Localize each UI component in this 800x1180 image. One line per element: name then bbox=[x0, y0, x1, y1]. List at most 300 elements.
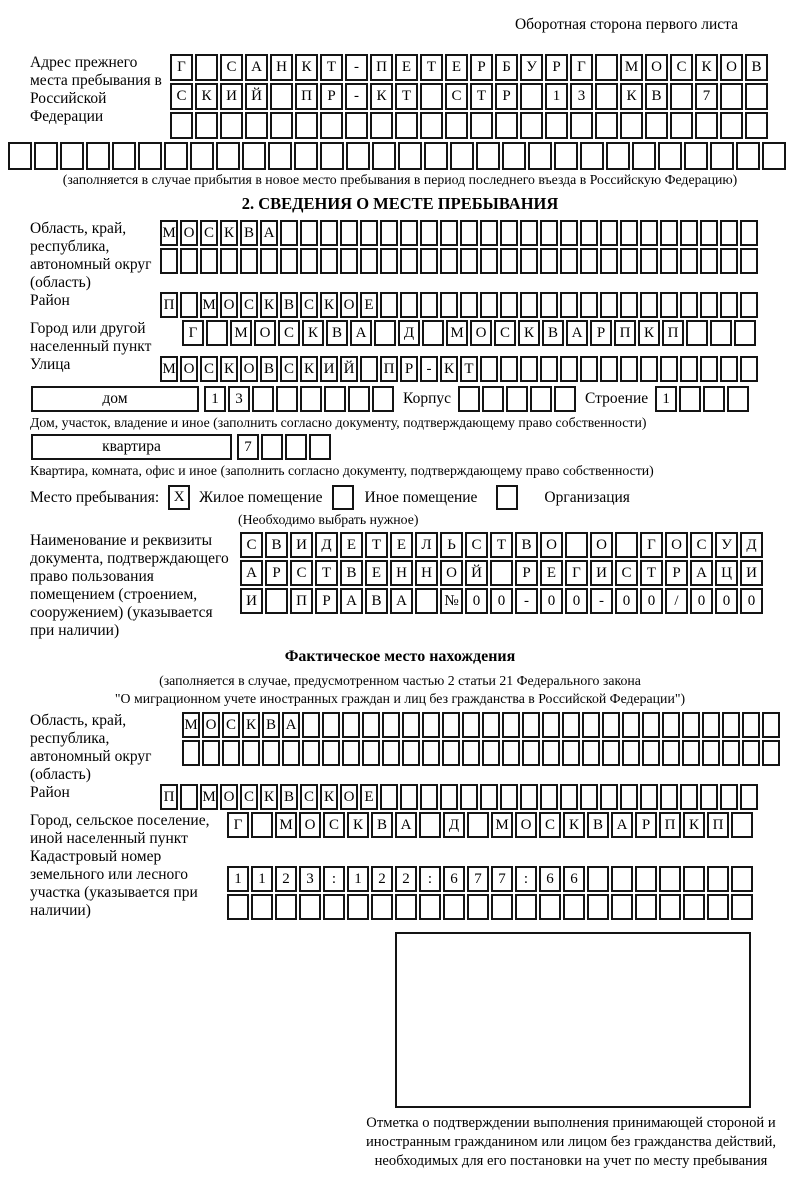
char-cell: П bbox=[614, 320, 636, 346]
char-cell: 1 bbox=[251, 866, 273, 892]
char-cell bbox=[720, 112, 743, 139]
char-cell bbox=[635, 894, 657, 920]
char-cell: Д bbox=[315, 532, 338, 558]
char-cell bbox=[372, 386, 394, 412]
actual-district-label: Район bbox=[30, 784, 70, 801]
char-cell bbox=[670, 112, 693, 139]
char-cell bbox=[707, 894, 729, 920]
char-cell: Г bbox=[227, 812, 249, 838]
char-cell: М bbox=[446, 320, 468, 346]
char-cell bbox=[322, 712, 340, 738]
char-cell bbox=[720, 784, 738, 810]
char-cell bbox=[736, 142, 760, 170]
region-row-1[interactable] bbox=[160, 220, 760, 246]
char-cell: К bbox=[695, 54, 718, 81]
char-cell bbox=[703, 386, 725, 412]
char-cell: П bbox=[160, 784, 178, 810]
char-cell bbox=[112, 142, 136, 170]
char-cell bbox=[727, 386, 749, 412]
char-cell bbox=[295, 112, 318, 139]
char-cell bbox=[622, 740, 640, 766]
char-cell: С bbox=[280, 356, 298, 382]
prev-address-rows bbox=[170, 54, 770, 141]
char-cell: Б bbox=[495, 54, 518, 81]
char-cell bbox=[560, 784, 578, 810]
char-cell bbox=[640, 356, 658, 382]
char-cell bbox=[262, 740, 280, 766]
prev-address-row-1[interactable] bbox=[170, 54, 770, 81]
char-cell bbox=[620, 356, 638, 382]
char-cell: В bbox=[280, 292, 298, 318]
char-cell bbox=[659, 894, 681, 920]
page-side-note: Оборотная сторона первого листа bbox=[514, 16, 738, 33]
char-cell bbox=[600, 292, 618, 318]
stay-type-field bbox=[30, 485, 800, 510]
char-cell bbox=[240, 248, 258, 274]
char-cell: Е bbox=[540, 560, 563, 586]
char-cell bbox=[680, 292, 698, 318]
char-cell bbox=[740, 356, 758, 382]
char-cell bbox=[362, 712, 380, 738]
char-cell: Й bbox=[245, 83, 268, 110]
char-cell bbox=[520, 220, 538, 246]
char-cell: Н bbox=[270, 54, 293, 81]
stroenie-row[interactable] bbox=[655, 386, 751, 412]
char-cell bbox=[216, 142, 240, 170]
char-cell: А bbox=[395, 812, 417, 838]
char-cell bbox=[722, 740, 740, 766]
checkbox-other-premises[interactable] bbox=[332, 485, 354, 510]
char-cell: 2 bbox=[275, 866, 297, 892]
char-cell bbox=[682, 712, 700, 738]
char-cell bbox=[662, 740, 680, 766]
char-cell bbox=[270, 112, 293, 139]
city-row[interactable] bbox=[182, 320, 758, 346]
char-cell: 1 bbox=[204, 386, 226, 412]
char-cell bbox=[424, 142, 448, 170]
region-row-2[interactable] bbox=[160, 248, 760, 274]
district-label: Район bbox=[30, 292, 70, 309]
char-cell bbox=[502, 740, 520, 766]
char-cell bbox=[360, 356, 378, 382]
char-cell bbox=[602, 712, 620, 738]
char-cell bbox=[495, 112, 518, 139]
char-cell bbox=[606, 142, 630, 170]
char-cell bbox=[580, 784, 598, 810]
char-cell bbox=[245, 112, 268, 139]
char-cell bbox=[640, 248, 658, 274]
prev-address-note: (заполняется в случае прибытия в новое место пребывания в период последнего въезда в Российскую Федерацию) bbox=[62, 172, 738, 187]
char-cell: О bbox=[180, 356, 198, 382]
char-cell: Ь bbox=[440, 532, 463, 558]
char-cell bbox=[500, 220, 518, 246]
char-cell: К bbox=[220, 356, 238, 382]
char-cell bbox=[420, 220, 438, 246]
char-cell bbox=[222, 740, 240, 766]
char-cell: А bbox=[340, 588, 363, 614]
char-cell bbox=[482, 740, 500, 766]
char-cell bbox=[731, 812, 753, 838]
char-cell bbox=[324, 386, 346, 412]
char-cell bbox=[470, 112, 493, 139]
district-row[interactable] bbox=[160, 292, 760, 318]
char-cell: Р bbox=[590, 320, 612, 346]
city-field bbox=[30, 320, 800, 356]
char-cell: 1 bbox=[227, 866, 249, 892]
char-cell bbox=[251, 894, 273, 920]
char-cell bbox=[542, 740, 560, 766]
char-cell: С bbox=[494, 320, 516, 346]
region-rows bbox=[160, 220, 760, 276]
law-note-line2: "О миграционном учете иностранных граждан и лиц без гражданства в Российской Федерации") bbox=[114, 691, 686, 706]
char-cell: К bbox=[347, 812, 369, 838]
char-cell bbox=[242, 740, 260, 766]
char-cell bbox=[522, 712, 540, 738]
char-cell: В bbox=[745, 54, 768, 81]
char-cell: В bbox=[365, 588, 388, 614]
char-cell bbox=[60, 142, 84, 170]
char-cell bbox=[686, 320, 708, 346]
char-cell bbox=[400, 292, 418, 318]
char-cell bbox=[440, 220, 458, 246]
char-cell bbox=[360, 220, 378, 246]
char-cell: О bbox=[254, 320, 276, 346]
char-cell: Т bbox=[365, 532, 388, 558]
char-cell bbox=[442, 740, 460, 766]
house-box-label: дом bbox=[31, 386, 199, 412]
char-cell bbox=[563, 894, 585, 920]
char-cell bbox=[640, 220, 658, 246]
char-cell bbox=[762, 740, 780, 766]
checkbox-residential[interactable]: X bbox=[168, 485, 190, 510]
cadastral-row-1[interactable] bbox=[227, 866, 755, 892]
char-cell: Р bbox=[265, 560, 288, 586]
char-cell: Й bbox=[340, 356, 358, 382]
char-cell bbox=[195, 112, 218, 139]
char-cell: : bbox=[323, 866, 345, 892]
char-cell bbox=[467, 812, 489, 838]
char-cell bbox=[595, 54, 618, 81]
prev-address-row-2[interactable] bbox=[170, 83, 770, 110]
char-cell bbox=[700, 220, 718, 246]
cadastral-field bbox=[30, 848, 800, 922]
char-cell bbox=[682, 740, 700, 766]
char-cell bbox=[380, 220, 398, 246]
char-cell: 6 bbox=[539, 866, 561, 892]
char-cell: П bbox=[380, 356, 398, 382]
char-cell: В bbox=[587, 812, 609, 838]
apartment-note: Квартира, комната, офис и иное (заполнить согласно документу, подтверждающему право собственности) bbox=[30, 463, 654, 478]
char-cell bbox=[720, 248, 738, 274]
char-cell: М bbox=[182, 712, 200, 738]
char-cell bbox=[300, 248, 318, 274]
char-cell bbox=[539, 894, 561, 920]
char-cell: К bbox=[260, 292, 278, 318]
char-cell: 6 bbox=[443, 866, 465, 892]
char-cell bbox=[320, 248, 338, 274]
char-cell bbox=[640, 784, 658, 810]
char-cell: Т bbox=[490, 532, 513, 558]
char-cell: - bbox=[420, 356, 438, 382]
char-cell: О bbox=[240, 356, 258, 382]
char-cell bbox=[8, 142, 32, 170]
char-cell bbox=[570, 112, 593, 139]
apartment-field bbox=[31, 434, 800, 462]
char-cell: О bbox=[590, 532, 613, 558]
char-cell: И bbox=[740, 560, 763, 586]
char-cell bbox=[560, 248, 578, 274]
char-cell bbox=[180, 248, 198, 274]
char-cell: О bbox=[440, 560, 463, 586]
document-row-2[interactable] bbox=[240, 560, 765, 586]
actual-district-row[interactable] bbox=[160, 784, 760, 810]
char-cell: Р bbox=[315, 588, 338, 614]
char-cell: О bbox=[180, 220, 198, 246]
actual-city-row[interactable] bbox=[227, 812, 755, 838]
char-cell bbox=[380, 292, 398, 318]
char-cell: А bbox=[350, 320, 372, 346]
char-cell: К bbox=[320, 784, 338, 810]
char-cell bbox=[580, 292, 598, 318]
char-cell: 6 bbox=[563, 866, 585, 892]
char-cell: Р bbox=[470, 54, 493, 81]
char-cell: О bbox=[470, 320, 492, 346]
document-row-3[interactable] bbox=[240, 588, 765, 614]
char-cell bbox=[540, 784, 558, 810]
char-cell bbox=[620, 292, 638, 318]
char-cell bbox=[540, 292, 558, 318]
char-cell: Н bbox=[415, 560, 438, 586]
char-cell: Т bbox=[320, 54, 343, 81]
char-cell bbox=[660, 356, 678, 382]
char-cell: 7 bbox=[467, 866, 489, 892]
char-cell bbox=[580, 248, 598, 274]
char-cell: С bbox=[170, 83, 193, 110]
char-cell bbox=[745, 83, 768, 110]
char-cell bbox=[395, 894, 417, 920]
char-cell bbox=[540, 220, 558, 246]
document-rows bbox=[240, 532, 765, 616]
char-cell bbox=[602, 740, 620, 766]
char-cell bbox=[720, 220, 738, 246]
char-cell: Е bbox=[395, 54, 418, 81]
char-cell bbox=[620, 220, 638, 246]
char-cell: С bbox=[240, 292, 258, 318]
actual-region-row-1[interactable] bbox=[182, 712, 782, 738]
char-cell bbox=[302, 712, 320, 738]
char-cell: О bbox=[202, 712, 220, 738]
char-cell bbox=[740, 784, 758, 810]
char-cell: С bbox=[278, 320, 300, 346]
char-cell: О bbox=[299, 812, 321, 838]
char-cell: К bbox=[620, 83, 643, 110]
char-cell bbox=[160, 248, 178, 274]
char-cell bbox=[190, 142, 214, 170]
char-cell bbox=[320, 142, 344, 170]
prev-address-row-3[interactable] bbox=[170, 112, 770, 139]
char-cell: 7 bbox=[695, 83, 718, 110]
actual-region-row-2[interactable] bbox=[182, 740, 782, 766]
char-cell: М bbox=[230, 320, 252, 346]
char-cell: О bbox=[665, 532, 688, 558]
char-cell bbox=[242, 142, 266, 170]
char-cell bbox=[370, 112, 393, 139]
char-cell bbox=[362, 740, 380, 766]
char-cell bbox=[164, 142, 188, 170]
char-cell bbox=[611, 866, 633, 892]
char-cell: : bbox=[515, 866, 537, 892]
char-cell: К bbox=[300, 356, 318, 382]
char-cell bbox=[422, 740, 440, 766]
street-row[interactable] bbox=[160, 356, 760, 382]
char-cell bbox=[500, 784, 518, 810]
char-cell bbox=[695, 112, 718, 139]
char-cell bbox=[261, 434, 283, 460]
char-cell bbox=[528, 142, 552, 170]
actual-location-title: Фактическое место нахождения bbox=[284, 648, 516, 665]
char-cell bbox=[587, 894, 609, 920]
char-cell: Ц bbox=[715, 560, 738, 586]
char-cell bbox=[382, 740, 400, 766]
char-cell bbox=[302, 740, 320, 766]
char-cell: С bbox=[300, 292, 318, 318]
char-cell: А bbox=[611, 812, 633, 838]
char-cell bbox=[611, 894, 633, 920]
char-cell: Г bbox=[170, 54, 193, 81]
korpus-row[interactable] bbox=[458, 386, 578, 412]
char-cell: Т bbox=[470, 83, 493, 110]
char-cell: В bbox=[645, 83, 668, 110]
char-cell bbox=[562, 740, 580, 766]
char-cell: М bbox=[200, 292, 218, 318]
char-cell: С bbox=[222, 712, 240, 738]
char-cell bbox=[382, 712, 400, 738]
char-cell: И bbox=[320, 356, 338, 382]
char-cell: О bbox=[340, 292, 358, 318]
apartment-number-row[interactable] bbox=[237, 434, 333, 460]
char-cell bbox=[720, 292, 738, 318]
char-cell bbox=[500, 248, 518, 274]
char-cell: Т bbox=[315, 560, 338, 586]
char-cell: М bbox=[200, 784, 218, 810]
char-cell: П bbox=[370, 54, 393, 81]
region-field bbox=[30, 220, 800, 292]
char-cell: 0 bbox=[740, 588, 763, 614]
cadastral-row-2[interactable] bbox=[227, 894, 755, 920]
char-cell bbox=[300, 386, 322, 412]
char-cell: К bbox=[440, 356, 458, 382]
law-note-line1: (заполняется в случае, предусмотренном частью 2 статьи 21 Федерального закона bbox=[159, 673, 641, 688]
option-other-premises-label: Иное помещение bbox=[364, 488, 478, 506]
char-cell bbox=[710, 142, 734, 170]
char-cell: 0 bbox=[615, 588, 638, 614]
char-cell bbox=[700, 248, 718, 274]
char-cell: Г bbox=[640, 532, 663, 558]
char-cell bbox=[440, 784, 458, 810]
char-cell bbox=[642, 740, 660, 766]
char-cell: Е bbox=[340, 532, 363, 558]
prev-address-row-4[interactable] bbox=[8, 142, 800, 170]
char-cell: 1 bbox=[655, 386, 677, 412]
cadastral-label: Кадастровый номер земельного или лесного участка (указывается при наличии) bbox=[30, 848, 198, 919]
char-cell bbox=[275, 894, 297, 920]
document-row-1[interactable] bbox=[240, 532, 765, 558]
char-cell bbox=[340, 248, 358, 274]
char-cell: П bbox=[662, 320, 684, 346]
char-cell bbox=[762, 142, 786, 170]
char-cell: В bbox=[262, 712, 280, 738]
char-cell: С bbox=[690, 532, 713, 558]
char-cell: И bbox=[290, 532, 313, 558]
char-cell bbox=[400, 784, 418, 810]
char-cell bbox=[520, 292, 538, 318]
char-cell bbox=[422, 320, 444, 346]
char-cell: К bbox=[518, 320, 540, 346]
house-number-row[interactable] bbox=[204, 386, 396, 412]
char-cell: П bbox=[295, 83, 318, 110]
char-cell bbox=[632, 142, 656, 170]
region-label: Область, край, республика, автономный округ (область) bbox=[30, 220, 152, 291]
char-cell bbox=[460, 220, 478, 246]
char-cell bbox=[400, 248, 418, 274]
char-cell: Д bbox=[398, 320, 420, 346]
document-label: Наименование и реквизиты документа, подтверждающего право пользования помещением (строением, сооружением) (указывается при наличии) bbox=[30, 532, 229, 639]
korpus-label: Корпус bbox=[403, 390, 451, 407]
char-cell bbox=[520, 83, 543, 110]
char-cell: О bbox=[540, 532, 563, 558]
char-cell bbox=[265, 588, 288, 614]
char-cell: В bbox=[265, 532, 288, 558]
char-cell bbox=[620, 112, 643, 139]
char-cell bbox=[520, 248, 538, 274]
section2-title: 2. СВЕДЕНИЯ О МЕСТЕ ПРЕБЫВАНИЯ bbox=[241, 194, 559, 213]
char-cell bbox=[540, 248, 558, 274]
char-cell bbox=[460, 248, 478, 274]
char-cell bbox=[300, 220, 318, 246]
char-cell bbox=[506, 386, 528, 412]
char-cell bbox=[740, 220, 758, 246]
actual-district-field bbox=[30, 784, 800, 812]
char-cell: 1 bbox=[347, 866, 369, 892]
checkbox-organization[interactable] bbox=[496, 485, 518, 510]
char-cell: Г bbox=[182, 320, 204, 346]
char-cell bbox=[419, 812, 441, 838]
char-cell bbox=[374, 320, 396, 346]
char-cell bbox=[371, 894, 393, 920]
char-cell bbox=[443, 894, 465, 920]
char-cell bbox=[659, 866, 681, 892]
char-cell bbox=[582, 740, 600, 766]
char-cell bbox=[299, 894, 321, 920]
char-cell bbox=[309, 434, 331, 460]
char-cell bbox=[545, 112, 568, 139]
char-cell: М bbox=[160, 220, 178, 246]
char-cell bbox=[683, 866, 705, 892]
char-cell bbox=[180, 292, 198, 318]
char-cell bbox=[462, 740, 480, 766]
char-cell: 2 bbox=[395, 866, 417, 892]
char-cell bbox=[462, 712, 480, 738]
char-cell: С bbox=[300, 784, 318, 810]
char-cell bbox=[560, 356, 578, 382]
char-cell bbox=[276, 386, 298, 412]
char-cell: - bbox=[590, 588, 613, 614]
char-cell: Р bbox=[665, 560, 688, 586]
actual-region-rows bbox=[182, 712, 782, 768]
char-cell bbox=[615, 532, 638, 558]
char-cell bbox=[660, 220, 678, 246]
char-cell: / bbox=[665, 588, 688, 614]
